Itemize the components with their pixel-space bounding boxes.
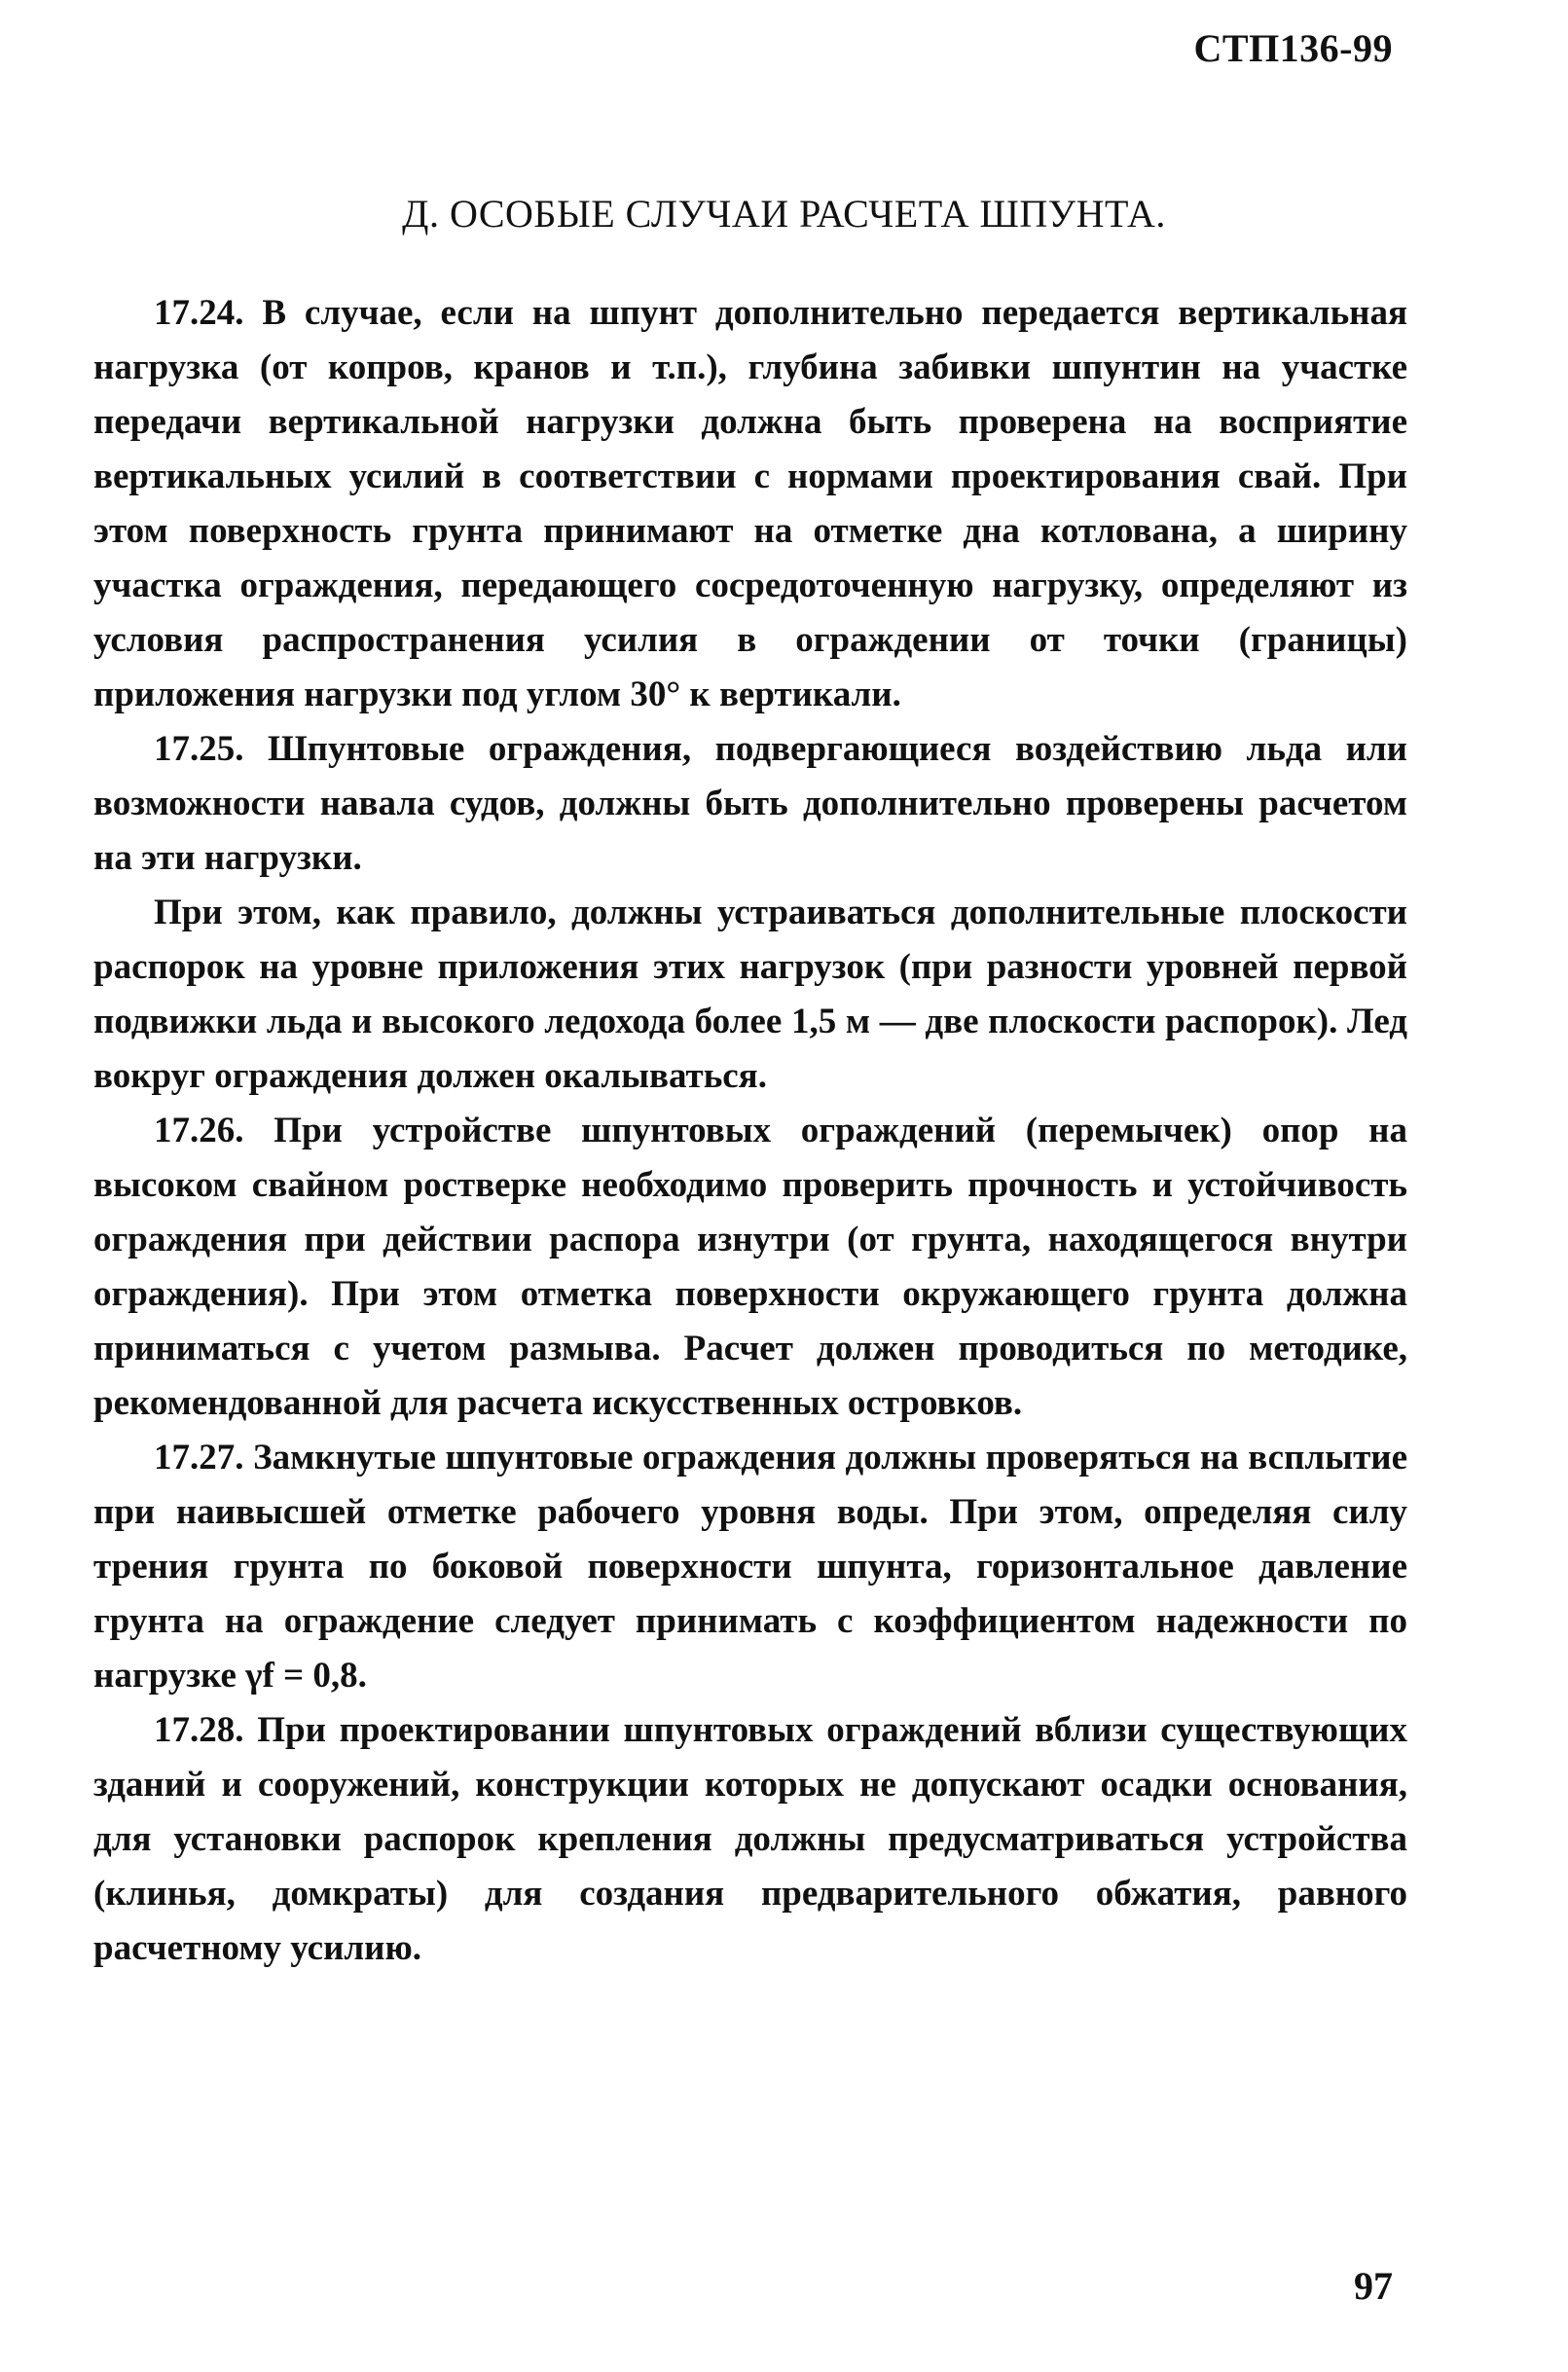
page-number: 97 — [1354, 2264, 1393, 2308]
document-body — [93, 286, 1407, 1976]
paragraph-17-25: 17.25. Шпунтовые ограждения, подвергающиеся воздействию льда или возможности навала судов, должны быть дополнительно проверены расчетом на эти нагрузки. — [93, 729, 1407, 878]
paragraph-17-26: 17.26. При устройстве шпунтовых ограждений (перемычек) опор на высоком свайном ростверке необходимо проверить прочность и устойчивость ограждения при действии распора изнутри (от грунта, находящегося внутри ограждения). При этом отметка поверхности окружающего грунта должна приниматься с учетом размыва. Расчет должен проводиться по методике, рекомендованной для расчета искусственных островков. — [93, 1111, 1407, 1423]
paragraph-17-27: 17.27. Замкнутые шпунтовые ограждения должны проверяться на всплытие при наивысшей отметке рабочего уровня воды. При этом, определяя силу трения грунта по боковой поверхности шпунта, горизонтальное давление грунта на ограждение следует принимать с коэффициентом надежности по нагрузке γf = 0,8. — [93, 1438, 1407, 1696]
paragraph-17-28: 17.28. При проектировании шпунтовых ограждений вблизи существующих зданий и сооружений, конструкции которых не допускают осадки основания, для установки распорок крепления должны предусматриваться устройства (клинья, домкраты) для создания предварительного обжатия, равного расчетному усилию. — [93, 1710, 1407, 1968]
paragraph-17-25-continued: При этом, как правило, должны устраиваться дополнительные плоскости распорок на уровне приложения этих нагрузок (при разности уровней первой подвижки льда и высокого ледохода более 1,5 м — две плоскости распорок). Лед вокруг ограждения должен окалываться. — [93, 893, 1407, 1096]
document-code: СТП136-99 — [1193, 26, 1393, 70]
section-title: Д. ОСОБЫЕ СЛУЧАИ РАСЧЕТА ШПУНТА. — [402, 192, 1166, 236]
paragraph-17-24: 17.24. В случае, если на шпунт дополнительно передается вертикальная нагрузка (от копров, кранов и т.п.), глубина забивки шпунтин на участке передачи вертикальной нагрузки должна быть проверена на восприятие вертикальных усилий в соответствии с нормами проектирования свай. При этом поверхность грунта принимают на отметке дна котлована, а ширину участка ограждения, передающего сосредоточенную нагрузку, определяют из условия распространения усилия в ограждении от точки (границы) приложения нагрузки под углом 30° к вертикали. — [93, 293, 1407, 714]
